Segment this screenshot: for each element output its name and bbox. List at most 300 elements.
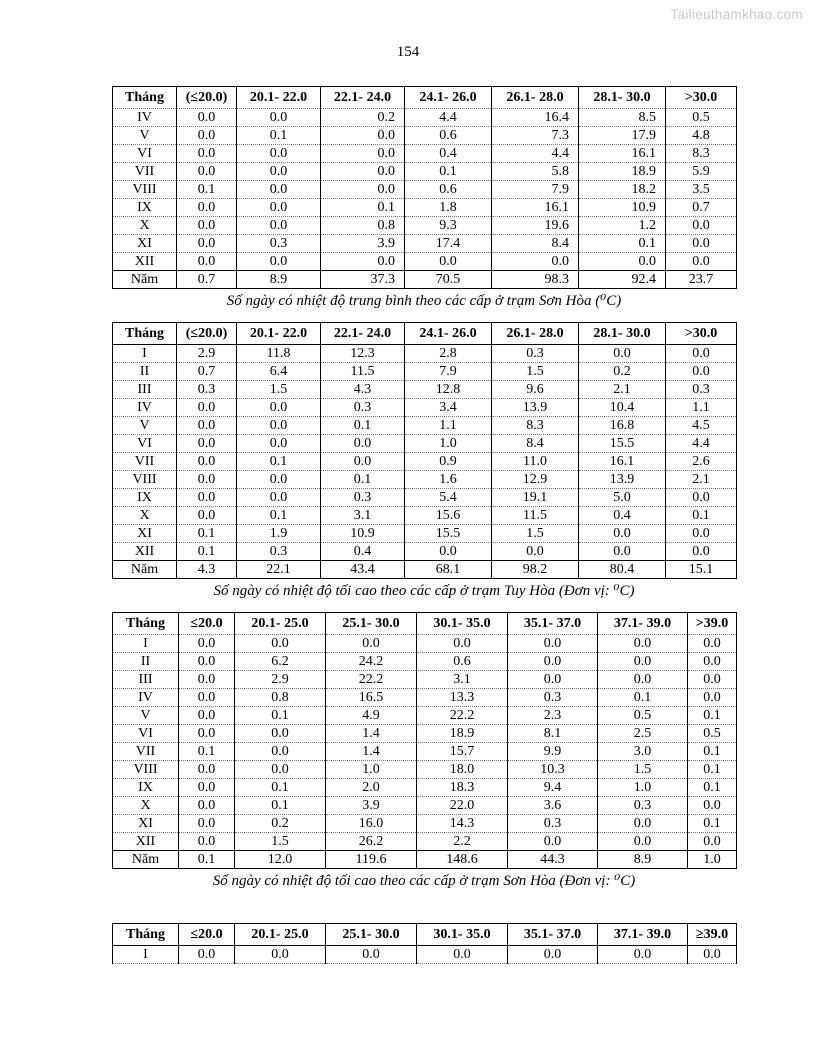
value-cell: 0.1 — [666, 507, 737, 525]
value-cell: 18.0 — [417, 761, 508, 779]
row-label: V — [113, 127, 177, 145]
temperature-table-tuyhoa-max — [112, 322, 737, 579]
value-cell: 8.3 — [492, 417, 579, 435]
value-cell: 0.0 — [237, 181, 321, 199]
value-cell: 0.0 — [179, 725, 235, 743]
value-cell: 13.3 — [417, 689, 508, 707]
table-header-row — [113, 87, 737, 109]
value-cell: 0.0 — [417, 946, 508, 964]
value-cell: 1.4 — [326, 743, 417, 761]
column-header: 35.1- 37.0 — [508, 613, 598, 635]
value-cell: 0.3 — [321, 489, 405, 507]
value-cell: 8.4 — [492, 235, 579, 253]
value-cell: 98.3 — [492, 271, 579, 289]
value-cell: 0.6 — [405, 181, 492, 199]
value-cell: 0.1 — [579, 235, 666, 253]
row-label: I — [113, 635, 179, 653]
value-cell: 0.0 — [666, 489, 737, 507]
value-cell: 0.0 — [666, 345, 737, 363]
value-cell: 0.1 — [321, 199, 405, 217]
value-cell: 2.8 — [405, 345, 492, 363]
value-cell: 18.9 — [579, 163, 666, 181]
value-cell: 0.0 — [177, 471, 237, 489]
value-cell: 0.0 — [688, 635, 737, 653]
row-label: XI — [113, 525, 177, 543]
table-row — [113, 671, 737, 689]
row-label: X — [113, 797, 179, 815]
row-label: XII — [113, 543, 177, 561]
row-label: IV — [113, 109, 177, 127]
row-label: Năm — [113, 271, 177, 289]
table-header-row — [113, 323, 737, 345]
value-cell: 0.3 — [237, 543, 321, 561]
value-cell: 5.9 — [666, 163, 737, 181]
value-cell: 0.0 — [321, 145, 405, 163]
table-row — [113, 199, 737, 217]
watermark-text: Tailieuthamkhao.com — [670, 7, 803, 22]
value-cell: 9.9 — [508, 743, 598, 761]
value-cell: 16.5 — [326, 689, 417, 707]
value-cell: 5.8 — [492, 163, 579, 181]
value-cell: 0.0 — [688, 671, 737, 689]
value-cell: 0.0 — [598, 815, 688, 833]
column-header: 37.1- 39.0 — [598, 924, 688, 946]
value-cell: 0.9 — [405, 453, 492, 471]
value-cell: 16.4 — [492, 109, 579, 127]
value-cell: 0.0 — [177, 253, 237, 271]
value-cell: 0.0 — [666, 543, 737, 561]
temperature-table-sonhoa-max — [112, 612, 737, 869]
row-label: XII — [113, 833, 179, 851]
value-cell: 1.0 — [598, 779, 688, 797]
value-cell: 6.4 — [237, 363, 321, 381]
row-label: IX — [113, 779, 179, 797]
value-cell: 4.8 — [666, 127, 737, 145]
value-cell: 0.0 — [177, 163, 237, 181]
column-header: 26.1- 28.0 — [492, 323, 579, 345]
value-cell: 0.2 — [321, 109, 405, 127]
value-cell: 0.1 — [321, 471, 405, 489]
table-row — [113, 109, 737, 127]
value-cell: 10.9 — [579, 199, 666, 217]
value-cell: 19.6 — [492, 217, 579, 235]
value-cell: 0.0 — [237, 217, 321, 235]
value-cell: 0.7 — [177, 271, 237, 289]
value-cell: 0.0 — [179, 671, 235, 689]
table-row — [113, 471, 737, 489]
value-cell: 3.9 — [321, 235, 405, 253]
value-cell: 0.0 — [237, 253, 321, 271]
column-header: Tháng — [113, 323, 177, 345]
value-cell: 7.9 — [405, 363, 492, 381]
value-cell: 0.0 — [237, 471, 321, 489]
value-cell: 0.3 — [321, 399, 405, 417]
column-header: 20.1- 25.0 — [235, 613, 326, 635]
value-cell: 80.4 — [579, 561, 666, 579]
value-cell: 0.0 — [598, 671, 688, 689]
value-cell: 0.3 — [598, 797, 688, 815]
value-cell: 0.0 — [179, 761, 235, 779]
value-cell: 0.1 — [179, 851, 235, 869]
column-header: 24.1- 26.0 — [405, 87, 492, 109]
value-cell: 0.1 — [177, 543, 237, 561]
value-cell: 0.2 — [235, 815, 326, 833]
column-header: 28.1- 30.0 — [579, 87, 666, 109]
value-cell: 1.4 — [326, 725, 417, 743]
value-cell: 0.1 — [237, 453, 321, 471]
table-row — [113, 689, 737, 707]
value-cell: 0.0 — [579, 253, 666, 271]
value-cell: 0.1 — [688, 779, 737, 797]
value-cell: 0.0 — [666, 235, 737, 253]
value-cell: 43.4 — [321, 561, 405, 579]
table-row — [113, 163, 737, 181]
value-cell: 0.0 — [237, 109, 321, 127]
value-cell: 8.5 — [579, 109, 666, 127]
value-cell: 0.0 — [598, 635, 688, 653]
value-cell: 7.3 — [492, 127, 579, 145]
row-label: III — [113, 671, 179, 689]
value-cell: 7.9 — [492, 181, 579, 199]
value-cell: 3.1 — [321, 507, 405, 525]
column-header: 22.1- 24.0 — [321, 87, 405, 109]
value-cell: 0.0 — [237, 435, 321, 453]
table-caption-3: Số ngày có nhiệt độ tối cao theo các cấp ở trạm Sơn Hòa (Đơn vị: ⁰C) — [212, 873, 636, 889]
value-cell: 2.6 — [666, 453, 737, 471]
page-number: 154 — [396, 44, 420, 60]
value-cell: 0.5 — [688, 725, 737, 743]
value-cell: 0.0 — [688, 833, 737, 851]
page-content — [112, 86, 740, 964]
value-cell: 15.5 — [579, 435, 666, 453]
value-cell: 4.3 — [321, 381, 405, 399]
value-cell: 0.0 — [177, 109, 237, 127]
table-row — [113, 217, 737, 235]
value-cell: 0.4 — [321, 543, 405, 561]
value-cell: 4.9 — [326, 707, 417, 725]
value-cell: 11.0 — [492, 453, 579, 471]
value-cell: 0.1 — [688, 707, 737, 725]
value-cell: 8.4 — [492, 435, 579, 453]
row-label: VII — [113, 163, 177, 181]
row-label: XI — [113, 815, 179, 833]
value-cell: 0.0 — [177, 489, 237, 507]
value-cell: 0.0 — [177, 235, 237, 253]
value-cell: 0.0 — [598, 833, 688, 851]
row-label: V — [113, 707, 179, 725]
value-cell: 4.5 — [666, 417, 737, 435]
value-cell: 14.3 — [417, 815, 508, 833]
value-cell: 15.1 — [666, 561, 737, 579]
value-cell: 0.0 — [405, 253, 492, 271]
value-cell: 1.5 — [598, 761, 688, 779]
value-cell: 0.0 — [666, 363, 737, 381]
table-row — [113, 525, 737, 543]
value-cell: 17.9 — [579, 127, 666, 145]
value-cell: 0.4 — [405, 145, 492, 163]
value-cell: 18.2 — [579, 181, 666, 199]
value-cell: 0.7 — [177, 363, 237, 381]
value-cell: 0.3 — [237, 235, 321, 253]
table-row — [113, 345, 737, 363]
value-cell: 0.0 — [598, 653, 688, 671]
value-cell: 2.1 — [579, 381, 666, 399]
value-cell: 0.6 — [417, 653, 508, 671]
value-cell: 0.0 — [666, 253, 737, 271]
column-header: >30.0 — [666, 323, 737, 345]
value-cell: 0.0 — [177, 453, 237, 471]
value-cell: 1.0 — [405, 435, 492, 453]
value-cell: 2.1 — [666, 471, 737, 489]
value-cell: 1.0 — [326, 761, 417, 779]
value-cell: 10.4 — [579, 399, 666, 417]
value-cell: 0.1 — [177, 181, 237, 199]
table-row — [113, 779, 737, 797]
value-cell: 0.0 — [179, 833, 235, 851]
value-cell: 1.8 — [405, 199, 492, 217]
column-header: Tháng — [113, 924, 179, 946]
value-cell: 18.3 — [417, 779, 508, 797]
value-cell: 16.0 — [326, 815, 417, 833]
table-row — [113, 381, 737, 399]
value-cell: 15.7 — [417, 743, 508, 761]
value-cell: 0.0 — [321, 453, 405, 471]
value-cell: 0.6 — [405, 127, 492, 145]
column-header: 35.1- 37.0 — [508, 924, 598, 946]
table-row — [113, 235, 737, 253]
value-cell: 0.0 — [179, 635, 235, 653]
value-cell: 4.4 — [492, 145, 579, 163]
value-cell: 0.0 — [177, 435, 237, 453]
value-cell: 3.1 — [417, 671, 508, 689]
row-label: Năm — [113, 851, 179, 869]
value-cell: 6.2 — [235, 653, 326, 671]
value-cell: 3.9 — [326, 797, 417, 815]
value-cell: 0.1 — [235, 797, 326, 815]
table-row — [113, 181, 737, 199]
row-label: IV — [113, 399, 177, 417]
value-cell: 1.5 — [492, 525, 579, 543]
column-header: (≤20.0) — [177, 323, 237, 345]
table-row — [113, 253, 737, 271]
value-cell: 19.1 — [492, 489, 579, 507]
value-cell: 16.1 — [492, 199, 579, 217]
value-cell: 0.3 — [177, 381, 237, 399]
table-row — [113, 507, 737, 525]
table-row — [113, 543, 737, 561]
value-cell: 0.0 — [177, 507, 237, 525]
value-cell: 2.5 — [598, 725, 688, 743]
value-cell: 0.0 — [492, 253, 579, 271]
value-cell: 0.0 — [508, 635, 598, 653]
value-cell: 1.5 — [492, 363, 579, 381]
column-header: 26.1- 28.0 — [492, 87, 579, 109]
row-label: VIII — [113, 471, 177, 489]
value-cell: 1.1 — [666, 399, 737, 417]
row-label: VI — [113, 145, 177, 163]
column-header: 20.1- 22.0 — [237, 323, 321, 345]
value-cell: 18.9 — [417, 725, 508, 743]
value-cell: 0.3 — [666, 381, 737, 399]
value-cell: 9.4 — [508, 779, 598, 797]
value-cell: 1.6 — [405, 471, 492, 489]
column-header: (≤20.0) — [177, 87, 237, 109]
row-label: VI — [113, 435, 177, 453]
value-cell: 0.0 — [688, 946, 737, 964]
value-cell: 0.0 — [688, 653, 737, 671]
value-cell: 0.0 — [508, 946, 598, 964]
value-cell: 0.1 — [688, 761, 737, 779]
value-cell: 0.1 — [405, 163, 492, 181]
table-row — [113, 127, 737, 145]
column-header: 20.1- 25.0 — [235, 924, 326, 946]
table-row — [113, 707, 737, 725]
value-cell: 44.3 — [508, 851, 598, 869]
value-cell: 0.0 — [321, 253, 405, 271]
row-label: I — [113, 946, 179, 964]
value-cell: 0.1 — [688, 743, 737, 761]
value-cell: 0.0 — [326, 635, 417, 653]
row-label: XI — [113, 235, 177, 253]
value-cell: 8.9 — [598, 851, 688, 869]
value-cell: 0.0 — [179, 653, 235, 671]
column-header: 24.1- 26.0 — [405, 323, 492, 345]
value-cell: 0.0 — [179, 779, 235, 797]
value-cell: 0.0 — [235, 635, 326, 653]
value-cell: 0.0 — [321, 181, 405, 199]
value-cell: 0.2 — [579, 363, 666, 381]
value-cell: 0.0 — [235, 725, 326, 743]
value-cell: 2.2 — [417, 833, 508, 851]
column-header: 37.1- 39.0 — [598, 613, 688, 635]
row-label: IX — [113, 489, 177, 507]
value-cell: 1.5 — [237, 381, 321, 399]
value-cell: 0.0 — [598, 946, 688, 964]
value-cell: 24.2 — [326, 653, 417, 671]
value-cell: 9.3 — [405, 217, 492, 235]
value-cell: 9.6 — [492, 381, 579, 399]
table-header-row — [113, 924, 737, 946]
value-cell: 0.0 — [508, 833, 598, 851]
value-cell: 16.1 — [579, 145, 666, 163]
value-cell: 37.3 — [321, 271, 405, 289]
value-cell: 0.0 — [405, 543, 492, 561]
table-row — [113, 815, 737, 833]
value-cell: 3.5 — [666, 181, 737, 199]
row-label: X — [113, 507, 177, 525]
temperature-table-sonhoa-avg — [112, 86, 737, 289]
row-label: VIII — [113, 181, 177, 199]
value-cell: 119.6 — [326, 851, 417, 869]
column-header: 30.1- 35.0 — [417, 924, 508, 946]
value-cell: 15.6 — [405, 507, 492, 525]
value-cell: 0.0 — [237, 163, 321, 181]
value-cell: 15.5 — [405, 525, 492, 543]
value-cell: 0.0 — [179, 946, 235, 964]
value-cell: 0.1 — [237, 507, 321, 525]
value-cell: 5.0 — [579, 489, 666, 507]
value-cell: 0.3 — [492, 345, 579, 363]
value-cell: 10.3 — [508, 761, 598, 779]
table-row — [113, 946, 737, 964]
value-cell: 0.0 — [177, 127, 237, 145]
column-header: ≤20.0 — [179, 613, 235, 635]
value-cell: 8.9 — [237, 271, 321, 289]
value-cell: 98.2 — [492, 561, 579, 579]
value-cell: 0.0 — [177, 399, 237, 417]
value-cell: 0.0 — [321, 163, 405, 181]
value-cell: 0.0 — [237, 199, 321, 217]
row-label: II — [113, 363, 177, 381]
value-cell: 0.0 — [508, 653, 598, 671]
value-cell: 0.0 — [688, 689, 737, 707]
value-cell: 0.3 — [508, 689, 598, 707]
value-cell: 2.9 — [235, 671, 326, 689]
temperature-table-continuation — [112, 923, 737, 964]
value-cell: 92.4 — [579, 271, 666, 289]
value-cell: 0.1 — [598, 689, 688, 707]
value-cell: 4.3 — [177, 561, 237, 579]
value-cell: 0.0 — [235, 761, 326, 779]
row-label: VI — [113, 725, 179, 743]
value-cell: 22.2 — [417, 707, 508, 725]
value-cell: 0.1 — [179, 743, 235, 761]
value-cell: 22.2 — [326, 671, 417, 689]
value-cell: 0.0 — [417, 635, 508, 653]
value-cell: 2.3 — [508, 707, 598, 725]
value-cell: 0.0 — [321, 435, 405, 453]
value-cell: 0.0 — [177, 199, 237, 217]
column-header: 20.1- 22.0 — [237, 87, 321, 109]
value-cell: 0.0 — [237, 145, 321, 163]
column-header: Tháng — [113, 87, 177, 109]
row-label: II — [113, 653, 179, 671]
value-cell: 148.6 — [417, 851, 508, 869]
value-cell: 23.7 — [666, 271, 737, 289]
value-cell: 8.1 — [508, 725, 598, 743]
column-header: ≥39.0 — [688, 924, 737, 946]
spacer — [112, 903, 740, 923]
value-cell: 0.0 — [492, 543, 579, 561]
row-label: VII — [113, 743, 179, 761]
value-cell: 0.1 — [688, 815, 737, 833]
row-label: VIII — [113, 761, 179, 779]
column-header: 28.1- 30.0 — [579, 323, 666, 345]
table-row — [113, 561, 737, 579]
row-label: VII — [113, 453, 177, 471]
value-cell: 0.0 — [179, 707, 235, 725]
value-cell: 0.5 — [598, 707, 688, 725]
value-cell: 8.3 — [666, 145, 737, 163]
value-cell: 0.0 — [579, 345, 666, 363]
value-cell: 0.0 — [666, 217, 737, 235]
table-row — [113, 145, 737, 163]
table-row — [113, 833, 737, 851]
value-cell: 11.8 — [237, 345, 321, 363]
value-cell: 16.8 — [579, 417, 666, 435]
value-cell: 0.0 — [235, 743, 326, 761]
value-cell: 5.4 — [405, 489, 492, 507]
value-cell: 3.6 — [508, 797, 598, 815]
column-header: 25.1- 30.0 — [326, 924, 417, 946]
column-header: ≤20.0 — [179, 924, 235, 946]
column-header: >30.0 — [666, 87, 737, 109]
table-row — [113, 635, 737, 653]
value-cell: 1.1 — [405, 417, 492, 435]
table-header-row — [113, 613, 737, 635]
value-cell: 22.1 — [237, 561, 321, 579]
table-caption-1: Số ngày có nhiệt độ trung bình theo các cấp ở trạm Sơn Hòa (⁰C) — [226, 293, 622, 309]
